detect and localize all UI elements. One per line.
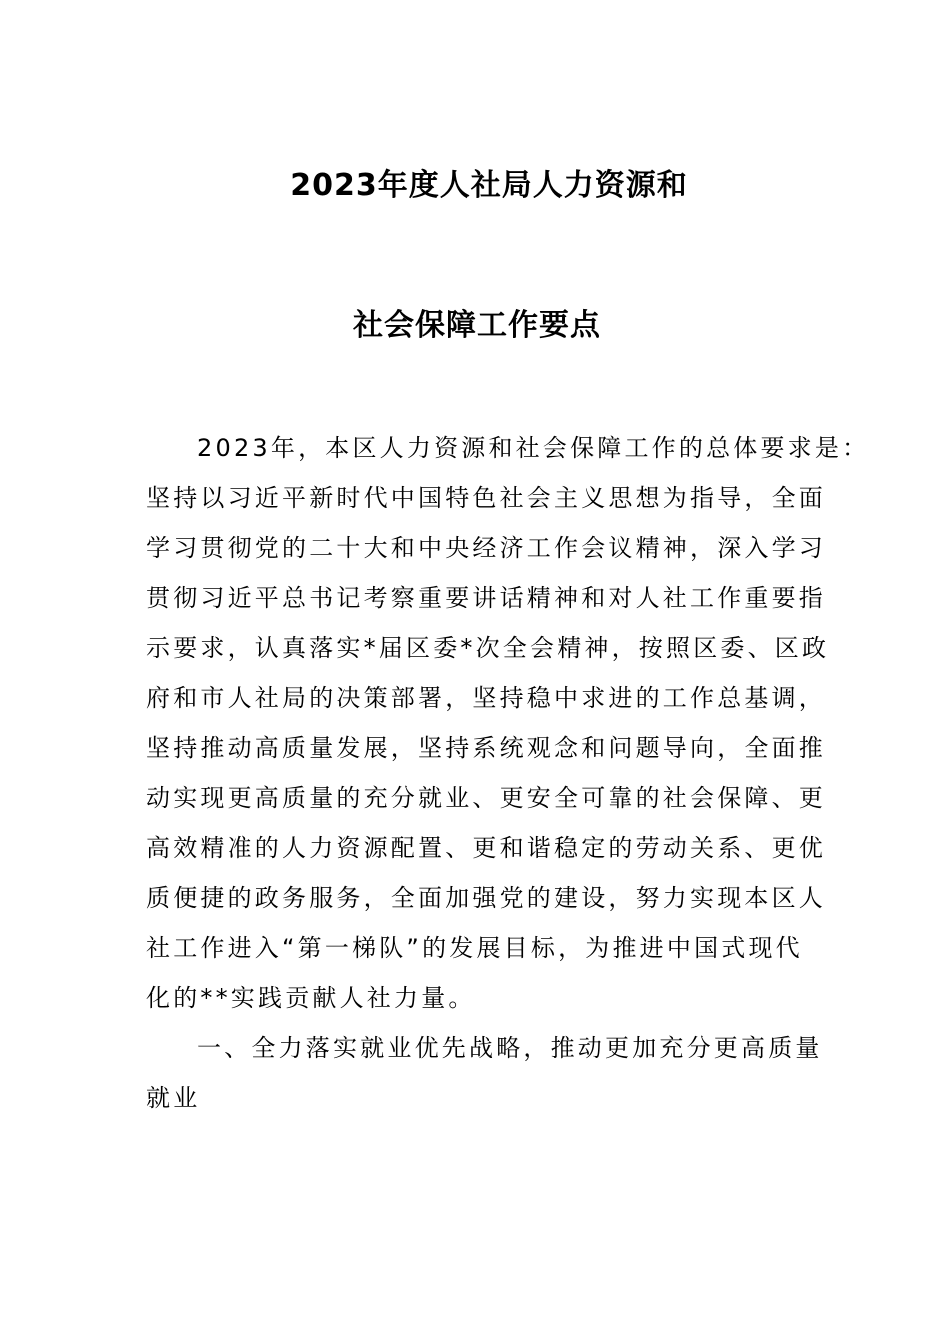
- paragraph-line: 质便捷的政务服务，全面加强党的建设，努力实现本区人: [146, 884, 826, 912]
- paragraph-line: 高效精准的人力资源配置、更和谐稳定的劳动关系、更优: [146, 834, 826, 862]
- paragraph-line: 社工作进入“第一梯队”的发展目标，为推进中国式现代: [146, 934, 803, 962]
- paragraph-line: 化的**实践贡献人社力量。: [146, 984, 476, 1012]
- paragraph-line: 学习贯彻党的二十大和中央经济工作会议精神，深入学习: [146, 534, 826, 562]
- paragraph-line: 动实现更高质量的充分就业、更安全可靠的社会保障、更: [146, 784, 826, 812]
- paragraph-line: 示要求，认真落实*届区委*次全会精神，按照区委、区政: [146, 634, 830, 662]
- heading-line: 一、全力落实就业优先战略，推动更加充分更高质量: [197, 1034, 823, 1062]
- heading-line: 就业: [146, 1084, 201, 1112]
- document-title-line-1: 2023年度人社局人力资源和: [290, 168, 688, 203]
- paragraph-line: 2023年，本区人力资源和社会保障工作的总体要求是：: [197, 434, 870, 462]
- paragraph-line: 贯彻习近平总书记考察重要讲话精神和对人社工作重要指: [146, 584, 826, 612]
- paragraph-line: 坚持以习近平新时代中国特色社会主义思想为指导，全面: [146, 484, 826, 512]
- document-title-line-2: 社会保障工作要点: [353, 308, 601, 343]
- paragraph-line: 府和市人社局的决策部署，坚持稳中求进的工作总基调，: [146, 684, 826, 712]
- paragraph-line: 坚持推动高质量发展，坚持系统观念和问题导向，全面推: [146, 734, 826, 762]
